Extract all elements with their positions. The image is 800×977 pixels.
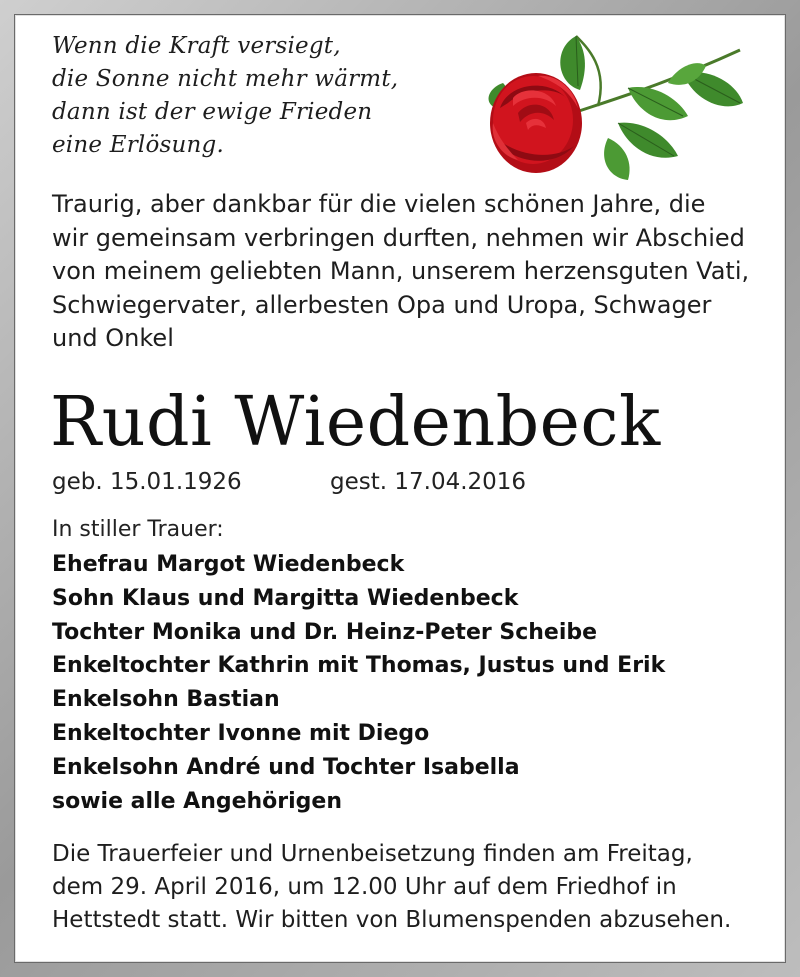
- mourning-label: In stiller Trauer:: [52, 517, 224, 542]
- mourner-item: Ehefrau Margot Wiedenbeck: [52, 552, 405, 577]
- life-dates: [52, 466, 527, 498]
- poem-line: dann ist der ewige Frieden: [52, 99, 373, 125]
- red-rose-icon: [478, 28, 748, 188]
- intro-line: wir gemeinsam verbringen durften, nehmen wir Abschied: [52, 223, 745, 252]
- mourner-item: Enkelsohn Bastian: [52, 687, 280, 713]
- birth-date: geb. 15.01.1926: [52, 469, 242, 495]
- mourner-item: sowie alle Angehörigen: [52, 788, 343, 814]
- intro-line: und Onkel: [52, 324, 174, 352]
- mourner-item: Enkelsohn André und Tochter Isabella: [52, 754, 520, 780]
- mourner-item: Sohn Klaus und Margitta Wiedenbeck: [52, 585, 519, 611]
- deceased-name: Rudi Wiedenbeck: [50, 383, 661, 462]
- mourner-item: Tochter Monika und Dr. Heinz-Peter Scheibe: [52, 619, 598, 645]
- closing-line: Hettstedt statt. Wir bitten von Blumenspenden abzusehen.: [52, 907, 732, 933]
- poem-line: eine Erlösung.: [52, 132, 224, 158]
- closing-line: dem 29. April 2016, um 12.00 Uhr auf dem Friedhof in: [52, 874, 677, 900]
- death-date: gest. 17.04.2016: [330, 469, 527, 495]
- closing-line: Die Trauerfeier und Urnenbeisetzung finden am Freitag,: [52, 841, 693, 867]
- intro-line: von meinem geliebten Mann, unserem herzensguten Vati,: [52, 257, 750, 285]
- poem-line: die Sonne nicht mehr wärmt,: [52, 66, 399, 92]
- closing-text: [52, 838, 731, 937]
- poem-line: Wenn die Kraft versiegt,: [52, 33, 341, 59]
- intro-line: Schwiegervater, allerbesten Opa und Uropa, Schwager: [52, 290, 712, 319]
- intro-line: Traurig, aber dankbar für die vielen schönen Jahre, die: [52, 190, 706, 218]
- mourner-item: Enkeltochter Ivonne mit Diego: [52, 720, 430, 746]
- mourner-item: Enkeltochter Kathrin mit Thomas, Justus und Erik: [52, 653, 666, 679]
- intro-text: [52, 188, 752, 356]
- mourners-list: [52, 548, 665, 818]
- poem-block: [52, 30, 398, 162]
